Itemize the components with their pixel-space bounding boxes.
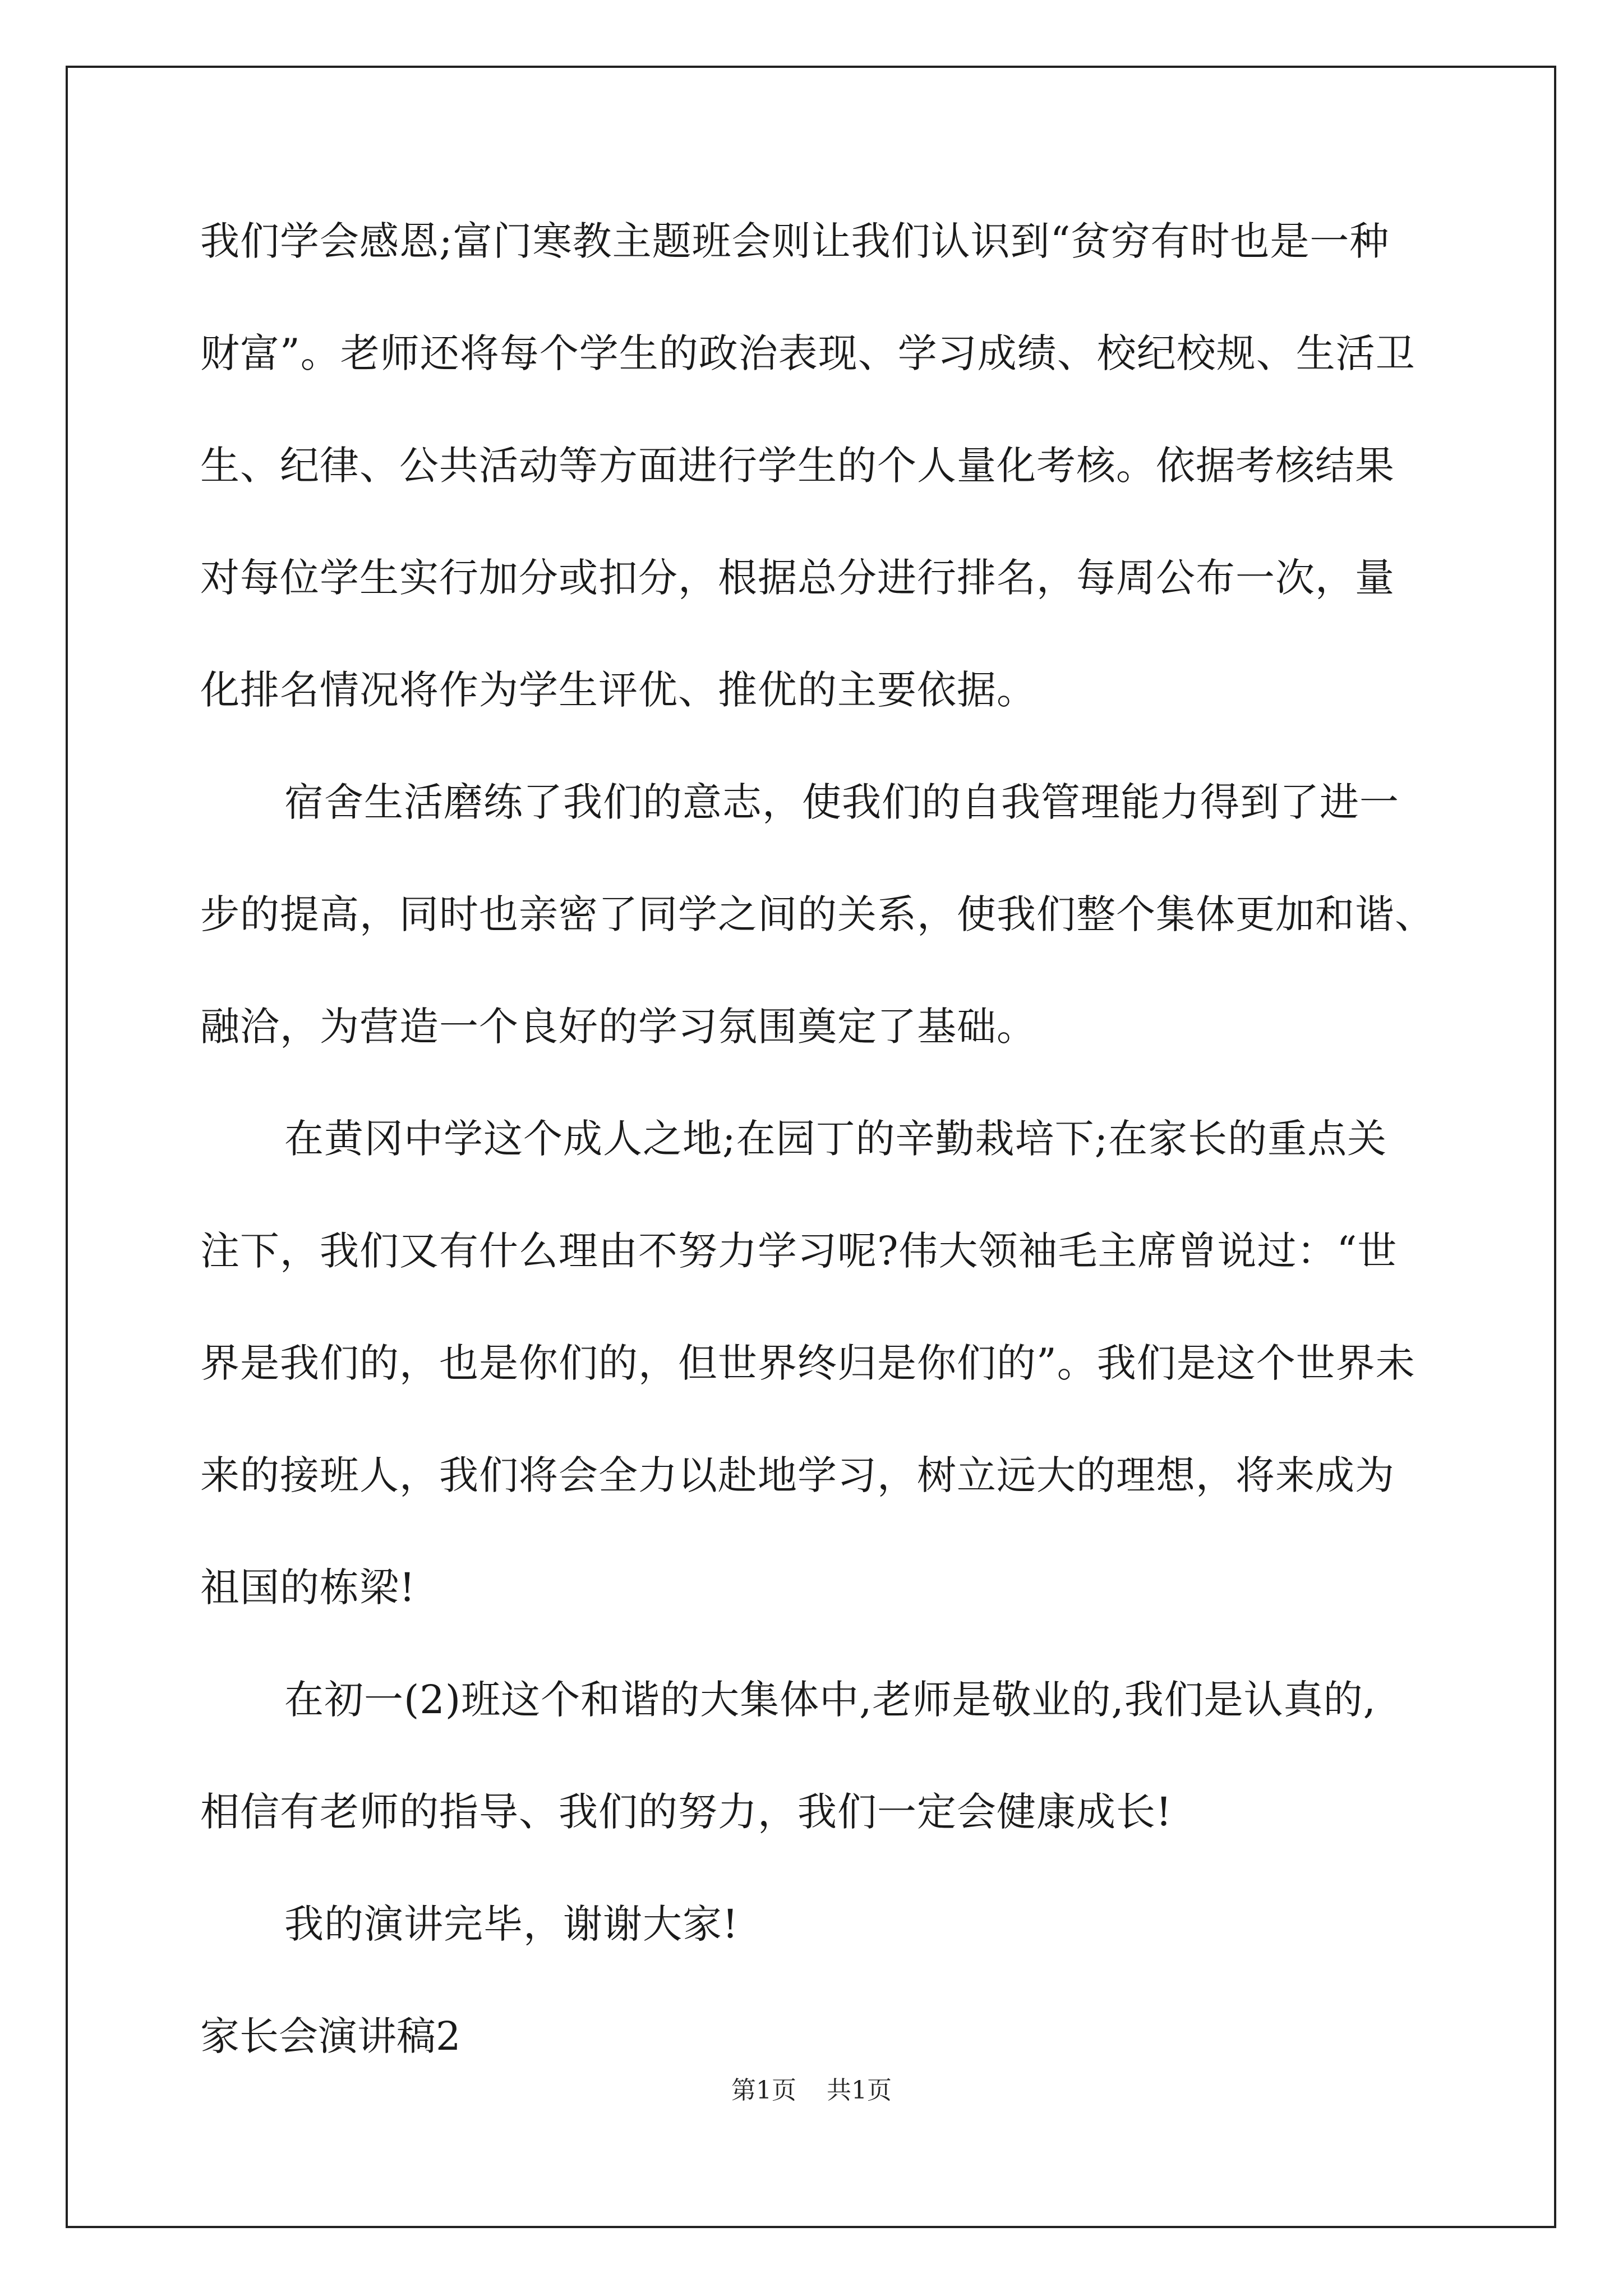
text-line: 生、纪律、公共活动等方面进行学生的个人量化考核。依据考核结果: [200, 443, 1395, 489]
page-footer: [0, 2070, 1623, 2106]
text-line: 化排名情况将作为学生评优、推优的主要依据。: [200, 667, 1036, 713]
text-line: 我们学会感恩;富门寒教主题班会则让我们认识到“贫穷有时也是一种: [200, 218, 1390, 264]
text-line: 在黄冈中学这个成人之地;在园丁的辛勤栽培下;在家长的重点关: [284, 1116, 1387, 1162]
text-line: 宿舍生活磨练了我们的意志，使我们的自我管理能力得到了进一: [284, 779, 1399, 825]
paragraph: [200, 1672, 1434, 1896]
text-line: 步的提高，同时也亲密了同学之间的关系，使我们整个集体更加和谐、: [200, 891, 1435, 937]
text-line: 财富”。老师还将每个学生的政治表现、学习成绩、校纪校规、生活卫: [200, 330, 1415, 376]
paragraph: [200, 1896, 1434, 2008]
text-line: 注下，我们又有什么理由不努力学习呢?伟大领袖毛主席曾说过：“世: [200, 1228, 1398, 1274]
text-line: 祖国的栋梁!: [200, 1565, 416, 1611]
text-line: 相信有老师的指导、我们的努力，我们一定会健康成长!: [200, 1789, 1173, 1835]
text-line: 对每位学生实行加分或扣分，根据总分进行排名，每周公布一次，量: [200, 555, 1395, 601]
page-total: 共1页: [827, 2076, 892, 2105]
section-heading: 家长会演讲稿2: [200, 2013, 461, 2059]
paragraph: [200, 213, 1434, 774]
document-body: [200, 213, 1434, 2120]
paragraph: [200, 1111, 1434, 1672]
paragraph: [200, 774, 1434, 1111]
text-line: 融洽，为营造一个良好的学习氛围奠定了基础。: [200, 1004, 1036, 1050]
text-line: 来的接班人，我们将会全力以赴地学习，树立远大的理想，将来成为: [200, 1452, 1395, 1498]
page-number: 第1页: [731, 2076, 796, 2105]
text-line: 在初一(2)班这个和谐的大集体中,老师是敬业的,我们是认真的,: [284, 1677, 1376, 1723]
text-line: 界是我们的，也是你们的，但世界终归是你们的”。我们是这个世界未: [200, 1340, 1415, 1386]
text-line: 我的演讲完毕，谢谢大家!: [284, 1901, 739, 1947]
